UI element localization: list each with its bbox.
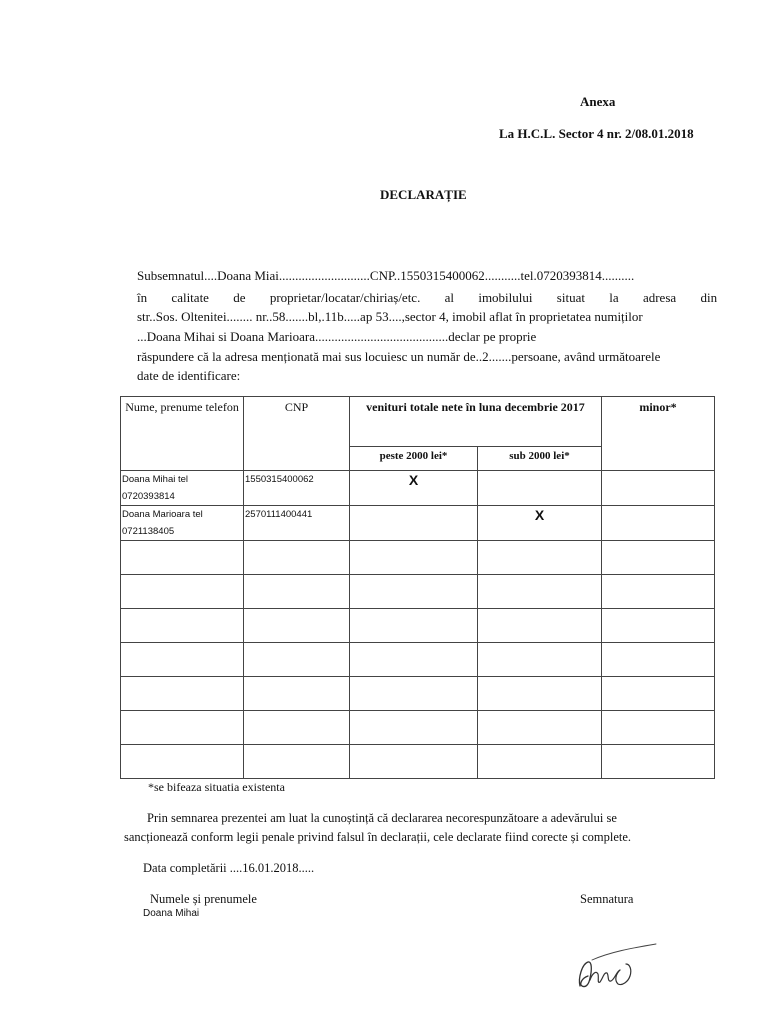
row-cnp bbox=[244, 745, 350, 779]
capacity-word: calitate bbox=[171, 290, 209, 305]
signature-label: Semnatura bbox=[580, 892, 634, 906]
capacity-word: al bbox=[444, 290, 455, 305]
table-row bbox=[121, 609, 715, 643]
header-minor: minor* bbox=[602, 397, 715, 471]
row-over-mark: X bbox=[350, 471, 478, 506]
annex-label: Anexa bbox=[580, 94, 616, 109]
capacity-word: la bbox=[609, 290, 619, 305]
row-under-mark bbox=[478, 677, 602, 711]
completion-date: Data completării ....16.01.2018..... bbox=[143, 861, 315, 875]
row-minor bbox=[602, 643, 715, 677]
table-row bbox=[121, 677, 715, 711]
row-under-mark bbox=[478, 745, 602, 779]
capacity-word: adresa bbox=[642, 290, 677, 305]
table-row bbox=[121, 711, 715, 745]
row-minor bbox=[602, 575, 715, 609]
row-cnp bbox=[244, 575, 350, 609]
row-over-mark bbox=[350, 506, 478, 541]
row-over-mark bbox=[350, 541, 478, 575]
row-under-mark bbox=[478, 575, 602, 609]
row-minor bbox=[602, 677, 715, 711]
row-over-mark bbox=[350, 609, 478, 643]
row-name: Doana Marioara tel 0721138405 bbox=[121, 506, 244, 541]
row-minor bbox=[602, 711, 715, 745]
capacity-word: de bbox=[233, 290, 246, 305]
capacity-word: în bbox=[137, 290, 148, 305]
header-cnp: CNP bbox=[244, 397, 350, 471]
row-name bbox=[121, 745, 244, 779]
row-cnp bbox=[244, 609, 350, 643]
row-name: Doana Mihai tel 0720393814 bbox=[121, 471, 244, 506]
row-under-mark bbox=[478, 471, 602, 506]
row-cnp: 2570111400441 bbox=[244, 506, 350, 541]
row-name bbox=[121, 677, 244, 711]
document-title: DECLARAȚIE bbox=[380, 187, 467, 202]
row-over-mark bbox=[350, 643, 478, 677]
row-under-mark bbox=[478, 643, 602, 677]
row-under-mark bbox=[478, 609, 602, 643]
row-under-mark bbox=[478, 711, 602, 745]
row-name bbox=[121, 643, 244, 677]
declaration-table bbox=[120, 396, 715, 779]
header-over-2000: peste 2000 lei* bbox=[350, 447, 478, 471]
owners-line: ...Doana Mihai si Doana Marioara.........................................declar pe proprie bbox=[137, 329, 537, 344]
statement-line-2: sancționează conform legii penale privind falsul în declarații, cele declarate fiind corecte și complete. bbox=[124, 830, 632, 844]
row-under-mark bbox=[478, 541, 602, 575]
row-name bbox=[121, 541, 244, 575]
row-minor bbox=[602, 506, 715, 541]
capacity-line bbox=[137, 290, 717, 306]
table-row bbox=[121, 471, 715, 506]
row-over-mark bbox=[350, 575, 478, 609]
row-over-mark bbox=[350, 677, 478, 711]
row-name bbox=[121, 711, 244, 745]
row-over-mark bbox=[350, 711, 478, 745]
declarant-line: Subsemnatul....Doana Miai............................CNP..1550315400062...........tel.0720393814.......... bbox=[137, 268, 635, 283]
handwritten-signature bbox=[570, 940, 660, 996]
header-under-2000: sub 2000 lei* bbox=[478, 447, 602, 471]
table-row bbox=[121, 745, 715, 779]
address-line: str..Sos. Oltenitei........ nr..58.......bl,.11b.....ap 53....,sector 4, imobil aflat în proprietatea numiților bbox=[137, 309, 643, 324]
row-name bbox=[121, 575, 244, 609]
row-name bbox=[121, 609, 244, 643]
hcl-reference: La H.C.L. Sector 4 nr. 2/08.01.2018 bbox=[499, 126, 694, 141]
row-over-mark bbox=[350, 745, 478, 779]
row-minor bbox=[602, 609, 715, 643]
residents-line: răspundere că la adresa menționată mai sus locuiesc un număr de..2.......persoane, având următoarele bbox=[137, 349, 661, 364]
row-cnp bbox=[244, 643, 350, 677]
signer-name: Doana Mihai bbox=[143, 908, 200, 919]
row-minor bbox=[602, 745, 715, 779]
row-cnp bbox=[244, 711, 350, 745]
row-under-mark: X bbox=[478, 506, 602, 541]
row-minor bbox=[602, 471, 715, 506]
capacity-word: din bbox=[700, 290, 718, 305]
row-cnp bbox=[244, 541, 350, 575]
row-minor bbox=[602, 541, 715, 575]
name-label: Numele și prenumele bbox=[150, 892, 257, 906]
header-income: venituri totale nete în luna decembrie 2017 bbox=[350, 397, 602, 447]
capacity-word: imobilului bbox=[478, 290, 533, 305]
table-row bbox=[121, 506, 715, 541]
row-cnp: 1550315400062 bbox=[244, 471, 350, 506]
table-row bbox=[121, 541, 715, 575]
statement-line-1: Prin semnarea prezentei am luat la cunoștință că declararea necorespunzătoare a adevărului se bbox=[147, 811, 617, 825]
capacity-word: situat bbox=[556, 290, 585, 305]
table-row bbox=[121, 575, 715, 609]
header-name: Nume, prenume telefon bbox=[121, 397, 244, 471]
capacity-word: proprietar/locatar/chiriaș/etc. bbox=[269, 290, 421, 305]
identification-line: date de identificare: bbox=[137, 368, 241, 383]
table-row bbox=[121, 643, 715, 677]
row-cnp bbox=[244, 677, 350, 711]
table-footnote: *se bifeaza situatia existenta bbox=[148, 780, 285, 794]
